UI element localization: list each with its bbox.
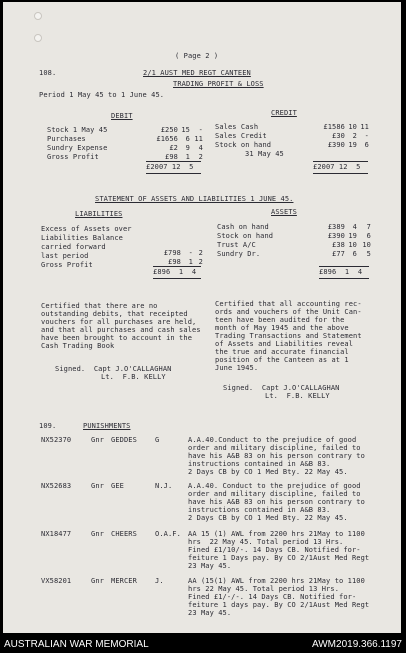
certificate-right-line: Trading Transactions and Statement: [215, 332, 362, 340]
asset-row-pounds: £390: [327, 232, 345, 240]
asset-row-pence: 7: [366, 223, 371, 231]
debit-row-pounds: £2: [169, 144, 178, 152]
asset-row-pence: 6: [366, 232, 371, 240]
liabilities-line: last period: [41, 252, 89, 260]
liab-total-rule: [153, 278, 201, 279]
liabilities-value-shillings: 1: [188, 258, 193, 266]
asset-rule: [319, 266, 369, 267]
credit-row-pence: 6: [364, 141, 369, 149]
asset-total-rule: [319, 278, 369, 279]
asset-row-label: Sundry Dr.: [217, 250, 261, 258]
punishment-text-line: instructions contained in A&B 83.: [188, 506, 331, 514]
debit-total-rule: [146, 173, 201, 174]
punishment-text-line: 2 Days CB by CO 1 Med Bty. 22 May 45.: [188, 468, 348, 476]
punishment-number: NX52683: [41, 482, 72, 490]
liabilities-heading: LIABILITIES: [75, 210, 123, 218]
punishments-heading: PUNISHMENTS: [83, 422, 131, 430]
credit-row-pence: -: [364, 132, 369, 140]
punishment-initials: O.A.F.: [155, 530, 181, 538]
credit-row-label: Stock on hand: [215, 141, 272, 149]
document-page: [3, 2, 401, 633]
certificate-right-line: June 1945.: [215, 364, 259, 372]
debit-row-shillings: 6: [185, 135, 190, 143]
debit-row-label: Sundry Expense: [47, 144, 108, 152]
certificate-left-line: vouchers for all purchases are held,: [41, 318, 197, 326]
punch-hole-icon: [34, 12, 42, 20]
debit-row-label: Stock 1 May 45: [47, 126, 108, 134]
certificate-right-line: teen have been audited for the: [215, 316, 345, 324]
asset-row-pence: 10: [362, 241, 371, 249]
punishment-name: GEE: [111, 482, 124, 490]
liabilities-value-pence: 2: [198, 258, 203, 266]
punishment-name: MERCER: [111, 577, 137, 585]
credit-total: £2007 12 5: [313, 163, 361, 171]
debit-total: £2007 12 5: [146, 163, 194, 171]
credit-heading: CREDIT: [271, 109, 297, 117]
punishment-rank: Gnr: [91, 482, 104, 490]
certificate-left-line: Certified that there are no: [41, 302, 158, 310]
punishment-initials: G: [155, 436, 160, 444]
debit-row-label: Purchases: [47, 135, 86, 143]
punishment-text-line: A.A.40. Conduct to the prejudice of good: [188, 482, 361, 490]
debit-row-label: Gross Profit: [47, 153, 99, 161]
certificate-left-line: have been brought to account in the: [41, 334, 193, 342]
certificate-right-line: position of the Canteen as at 1: [215, 356, 349, 364]
credit-rule: [313, 161, 368, 162]
liab-rule: [153, 266, 201, 267]
asset-row-pounds: £389: [327, 223, 345, 231]
punishment-number: NX18477: [41, 530, 72, 538]
debit-row-pounds: £98: [165, 153, 178, 161]
footer-bar: [0, 636, 406, 653]
serial-108: 108.: [39, 69, 57, 77]
debit-row-pence: 4: [198, 144, 203, 152]
certificate-right-line: the true and accurate financial: [215, 348, 349, 356]
certificate-left-line: Cash Trading Book: [41, 342, 115, 350]
trading-subtitle: TRADING PROFIT & LOSS: [173, 80, 264, 88]
debit-row-shillings: 1: [185, 153, 190, 161]
punishment-number: VX58201: [41, 577, 72, 585]
serial-109: 109.: [39, 422, 57, 430]
punishment-initials: J.: [155, 577, 164, 585]
debit-row-shillings: 15: [181, 126, 190, 134]
asset-row-pounds: £77: [332, 250, 345, 258]
punishment-text-line: hrs 22 May 45. Total period 13 Hrs.: [188, 538, 344, 546]
credit-row-pounds: £30: [332, 132, 345, 140]
punishment-text-line: AA 15 (1) AWL from 2200 hrs 21May to 1100: [188, 530, 365, 538]
certificate-right-line: ords and vouchers of the Unit Can-: [215, 308, 362, 316]
debit-heading: DEBIT: [111, 112, 133, 120]
punishment-text-line: A.A.40.Conduct to the prejudice of good: [188, 436, 357, 444]
credit-row-label: 31 May 45: [245, 150, 284, 158]
unit-title: 2/1 AUST MED REGT CANTEEN: [143, 69, 251, 77]
punishment-name: CHEERS: [111, 530, 137, 538]
certificate-left-line: and that all purchases and cash sales: [41, 326, 201, 334]
asset-row-shillings: 6: [352, 250, 357, 258]
signature-right-name: Signed. Capt J.O'CALLAGHAN: [223, 384, 340, 392]
credit-row-label: Sales Cash: [215, 123, 259, 131]
footer-credit: AUSTRALIAN WAR MEMORIAL: [4, 639, 149, 650]
punishment-text-line: hrs 22 May 45. Total period 13 Hrs.: [188, 585, 340, 593]
punishment-rank: Gnr: [91, 530, 104, 538]
punishment-initials: N.J.: [155, 482, 173, 490]
punishment-text-line: have his A&B 83 on his person contrary to: [188, 452, 365, 460]
credit-row-pence: 11: [360, 123, 369, 131]
certificate-right-line: of Assets and Liabilities reveal: [215, 340, 354, 348]
credit-row-label: Sales Credit: [215, 132, 267, 140]
debit-row-pounds: £250: [160, 126, 178, 134]
liabilities-value-pounds: £798: [163, 249, 181, 257]
asset-row-label: Trust A/C: [217, 241, 256, 249]
liabilities-line: Excess of Assets over: [41, 225, 132, 233]
debit-row-pence: -: [198, 126, 203, 134]
punishment-text-line: 23 May 45.: [188, 609, 232, 617]
punch-holes: [34, 12, 40, 56]
debit-row-pence: 11: [194, 135, 203, 143]
debit-rule: [146, 161, 201, 162]
asset-row-pence: 5: [366, 250, 371, 258]
signature-left-rank: Lt. F.B. KELLY: [101, 373, 166, 381]
asset-row-shillings: 10: [348, 241, 357, 249]
page-number: ( Page 2 ): [175, 52, 219, 60]
punishment-text-line: instructions contained in A&B 83.: [188, 460, 331, 468]
punishment-text-line: feiture 1 Days pay. By CO 2/1Aust Med Regt: [188, 554, 370, 562]
punishment-text-line: 23 May 45.: [188, 562, 232, 570]
asset-row-shillings: 19: [348, 232, 357, 240]
liabilities-value-pounds: £98: [168, 258, 181, 266]
period-line: Period 1 May 45 to 1 June 45.: [39, 91, 165, 99]
asset-row-pounds: £38: [332, 241, 345, 249]
liabilities-total: £896 1 4: [153, 268, 197, 276]
credit-total-rule: [313, 173, 368, 174]
certificate-left-line: outstanding debits, that receipted: [41, 310, 188, 318]
punishment-text-line: feiture 1 days pay. By CO 2/1Aust Med Regt: [188, 601, 370, 609]
debit-row-pounds: £1656: [156, 135, 178, 143]
signature-left-name: Signed. Capt J.O'CALLAGHAN: [55, 365, 172, 373]
punishment-text-line: have his A&B 83 on his person contrary to: [188, 498, 365, 506]
punishment-text-line: order and military discipline, failed to: [188, 444, 361, 452]
liabilities-line: Gross Profit: [41, 261, 93, 269]
liabilities-line: carried forward: [41, 243, 106, 251]
punishment-text-line: Fined £1/10/-. 14 Days CB. Notified for-: [188, 546, 361, 554]
certificate-right-line: Certified that all accounting rec-: [215, 300, 362, 308]
asset-row-shillings: 4: [352, 223, 357, 231]
debit-row-shillings: 9: [185, 144, 190, 152]
asset-row-label: Cash on hand: [217, 223, 269, 231]
liabilities-line: Liabilities Balance: [41, 234, 123, 242]
statement-heading: STATEMENT OF ASSETS AND LIABILITIES 1 JUNE 45.: [95, 195, 294, 203]
credit-row-shillings: 10: [348, 123, 357, 131]
signature-right-rank: Lt. F.B. KELLY: [265, 392, 330, 400]
liabilities-value-pence: 2: [198, 249, 203, 257]
liabilities-value-shillings: -: [188, 249, 193, 257]
credit-row-pounds: £1586: [323, 123, 345, 131]
punishment-rank: Gnr: [91, 577, 104, 585]
certificate-right-line: month of May 1945 and the above: [215, 324, 349, 332]
footer-accession: AWM2019.366.1197: [311, 639, 402, 650]
credit-row-shillings: 19: [348, 141, 357, 149]
asset-row-label: Stock on hand: [217, 232, 274, 240]
credit-row-pounds: £390: [327, 141, 345, 149]
punishment-text-line: AA (15(1) AWL from 2200 hrs 21May to 1100: [188, 577, 365, 585]
assets-total: £896 1 4: [319, 268, 363, 276]
punishment-name: GEDDES: [111, 436, 137, 444]
credit-row-shillings: 2: [352, 132, 357, 140]
punishment-text-line: Fined £1/-/-. 14 Days CB. Notified for-: [188, 593, 357, 601]
punishment-rank: Gnr: [91, 436, 104, 444]
punishment-text-line: order and military discipline, failed to: [188, 490, 361, 498]
punch-hole-icon: [34, 34, 42, 42]
punishment-number: NX52370: [41, 436, 72, 444]
debit-row-pence: 2: [198, 153, 203, 161]
punishment-text-line: 2 Days CB by CO 1 Med Bty. 22 May 45.: [188, 514, 348, 522]
assets-heading: ASSETS: [271, 208, 297, 216]
